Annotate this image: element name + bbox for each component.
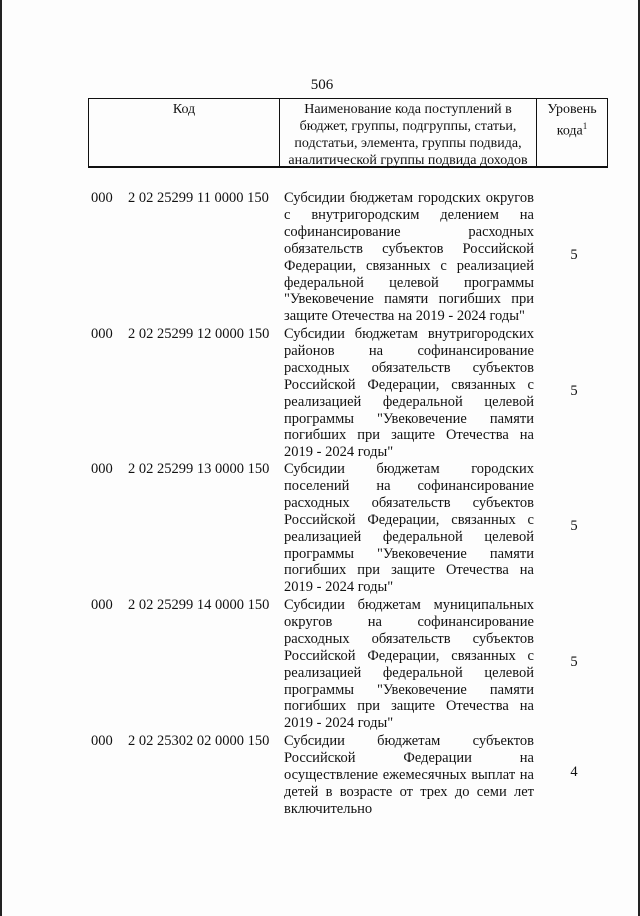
admin-code: 000 (91, 597, 113, 613)
admin-code: 000 (91, 190, 113, 206)
code-level: 4 (570, 764, 578, 780)
header-level-label: Уровень кода (547, 102, 597, 139)
revenue-name: Субсидии бюджетам муниципальных округов на софинансирование расходных обязательств субъектов Российской Федерации, связанных с реализацией федеральной целевой программы "Увековечение памяти погибших при защите Отечества на 2019 - 2024 годы" (284, 597, 534, 732)
admin-code: 000 (91, 733, 113, 749)
revenue-code: 2 02 25299 13 0000 150 (128, 461, 270, 477)
revenue-name: Субсидии бюджетам городских поселений на софинансирование расходных обязательств субъектов Российской Федерации, связанных с реализацией федеральной целевой программы "Увековечение памяти погибших при защите Отечества на 2019 - 2024 годы" (284, 461, 534, 596)
admin-code: 000 (91, 326, 113, 342)
revenue-code: 2 02 25299 11 0000 150 (128, 190, 269, 206)
code-level: 5 (570, 383, 578, 399)
code-level: 5 (570, 247, 578, 263)
header-name: Наименование кода поступлений в бюджет, группы, подгруппы, статьи, подстатьи, элемента, группы подвида, аналитической группы подвида доходов (280, 99, 537, 166)
revenue-code: 2 02 25299 12 0000 150 (128, 326, 270, 342)
code-level: 5 (570, 518, 578, 534)
revenue-name: Субсидии бюджетам внутригородских районов на софинансирование расходных обязательств субъектов Российской Федерации, связанных с реализацией федеральной целевой программы "Увековечение памяти погибших при защите Отечества на 2019 - 2024 годы" (284, 326, 534, 461)
revenue-name: Субсидии бюджетам городских округов с внутригородским делением на софинансирование расходных обязательств субъектов Российской Федерации, связанных с реализацией федеральной целевой программы "Увековечение памяти погибших при защите Отечества на 2019 - 2024 годы" (284, 190, 534, 325)
table-header (88, 98, 608, 168)
header-level-footnote: 1 (582, 121, 588, 131)
code-level: 5 (570, 654, 578, 670)
revenue-code: 2 02 25302 02 0000 150 (128, 733, 270, 749)
header-code: Код (89, 99, 280, 166)
revenue-name: Субсидии бюджетам субъектов Российской Федерации на осуществление ежемесячных выплат на детей в возрасте от трех до семи лет включительно (284, 733, 534, 817)
revenue-code: 2 02 25299 14 0000 150 (128, 597, 270, 613)
page-number: 506 (310, 77, 334, 93)
admin-code: 000 (91, 461, 113, 477)
header-level (537, 99, 607, 166)
